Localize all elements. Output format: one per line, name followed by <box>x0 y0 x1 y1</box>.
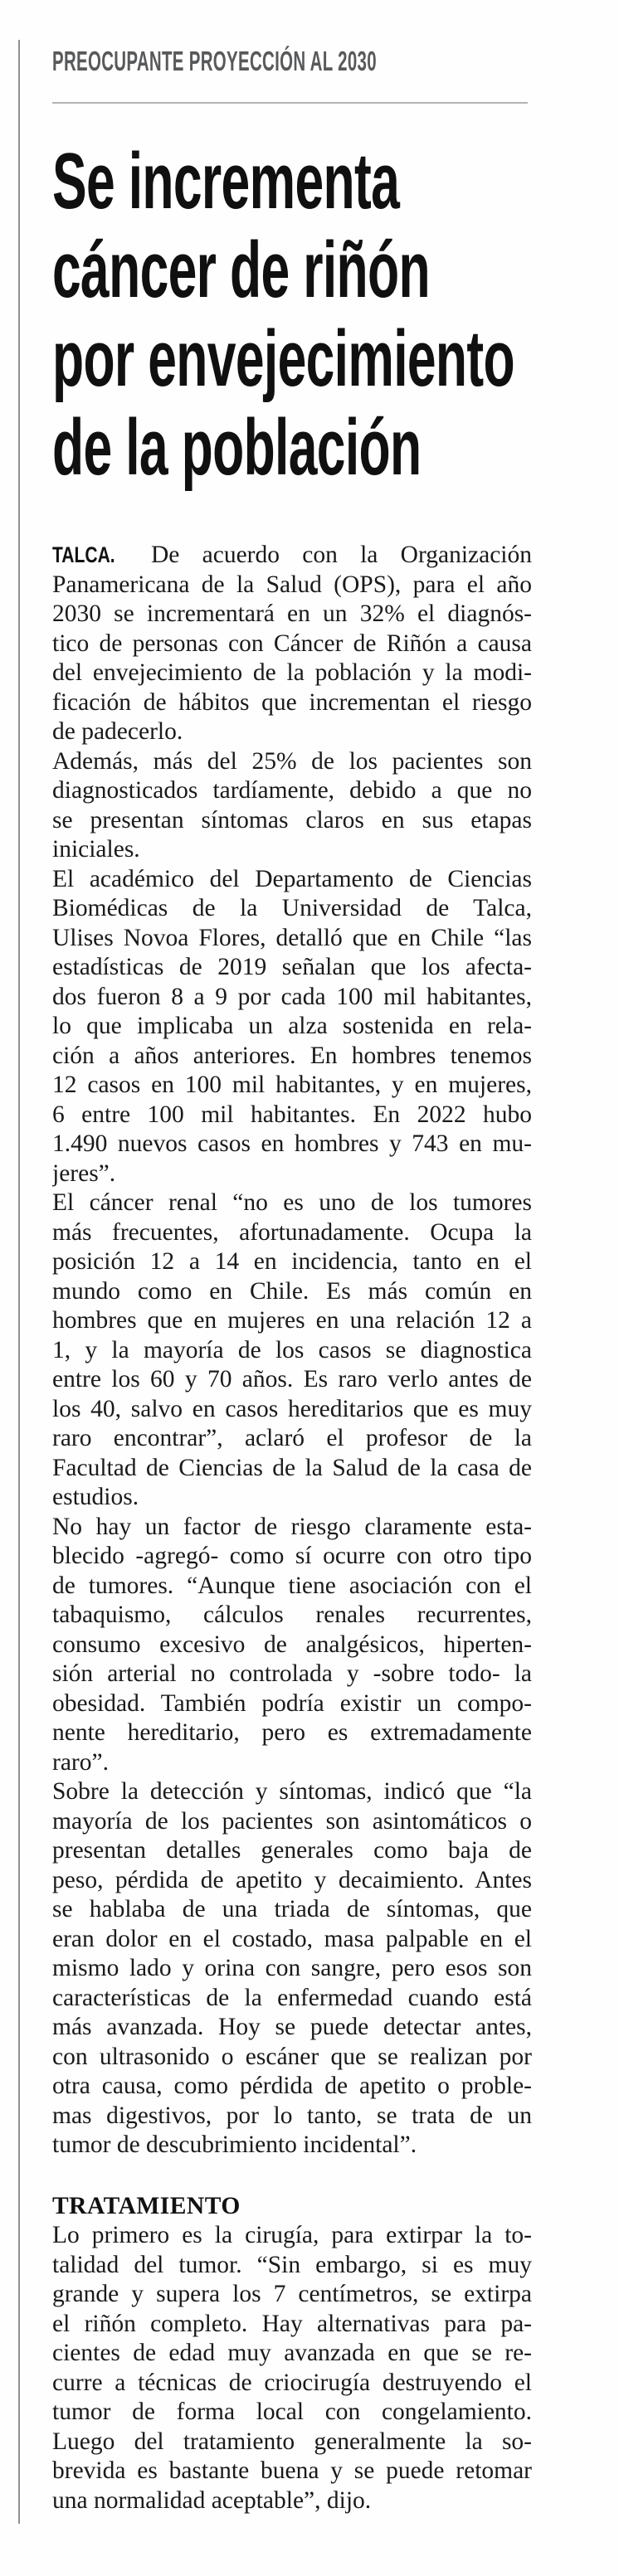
headline-line: de la población <box>52 403 422 492</box>
body-line: blecido -agregó- como sí ocurre con otro tipo <box>52 1543 532 1569</box>
body-line: Luego del tratamiento generalmente la so- <box>52 2428 532 2455</box>
body-line: 1, y la mayoría de los casos se diagnostica <box>52 1336 532 1363</box>
body-line: lo que implicaba un alza sostenida en rela- <box>52 1013 532 1039</box>
body-line: una normalidad aceptable”, dijo. <box>52 2486 372 2514</box>
body-line: Además, más del 25% de los pacientes son <box>52 747 532 775</box>
body-line: tumor de forma local con congelamiento. <box>52 2399 532 2425</box>
body-line-text: De acuerdo con la Organización <box>150 542 532 568</box>
body-line: características de la enfermedad cuando está <box>52 1984 532 2011</box>
body-line: tumor de descubrimiento incidental”. <box>52 2131 417 2158</box>
body-line: eran dolor en el costado, masa palpable en el <box>52 1925 532 1952</box>
body-line: los 40, salvo en casos hereditarios que es muy <box>52 1395 532 1422</box>
body-line: estadísticas de 2019 señalan que los afecta- <box>52 954 532 980</box>
body-line: ción a años anteriores. En hombres tenemos <box>52 1042 532 1069</box>
body-line: tico de personas con Cáncer de Riñón a causa <box>52 629 532 657</box>
body-line: jeres”. <box>52 1159 116 1187</box>
body-line: raro encontrar”, aclaró el profesor de la <box>52 1425 532 1451</box>
paragraph <box>52 865 532 1189</box>
body-line: 6 entre 100 mil habitantes. En 2022 hubo <box>52 1101 532 1128</box>
body-line: se presentan síntomas claros en sus etapas <box>52 806 532 834</box>
body-line: posición 12 a 14 en incidencia, tanto en el <box>52 1248 532 1275</box>
paragraph <box>52 1188 532 1513</box>
headline <box>52 137 532 492</box>
headline-line: cáncer de riñón <box>52 226 430 314</box>
body-line: raro”. <box>52 1748 109 1776</box>
body-line: Panamericana de la Salud (OPS), para el año <box>52 571 532 598</box>
body-line <box>52 541 532 571</box>
body-line: más avanzada. Hoy se puede detectar antes, <box>52 2014 532 2040</box>
kicker: PREOCUPANTE PROYECCIÓN AL 2030 <box>52 46 377 76</box>
body-line: Sobre la detección y síntomas, indicó que “la <box>52 1778 532 1805</box>
body-line: mismo lado y orina con sangre, pero esos son <box>52 1955 532 1981</box>
body-line: El académico del Departamento de Ciencias <box>52 865 532 892</box>
headline-line: Se incrementa <box>52 137 400 226</box>
body-line: otra causa, como pérdida de apetito o proble- <box>52 2073 532 2099</box>
paragraph <box>52 747 532 865</box>
body-line: Facultad de Ciencias de la Salud de la casa de <box>52 1454 532 1481</box>
body-line: El cáncer renal “no es uno de los tumores <box>52 1189 532 1216</box>
kicker-divider-rule <box>52 102 528 104</box>
body-line: de padecerlo. <box>52 718 183 745</box>
body-line: grande y supera los 7 centímetros, se extirpa <box>52 2281 532 2307</box>
body-line: más frecuentes, afortunadamente. Ocupa la <box>52 1218 532 1246</box>
body-line: dos fueron 8 a 9 por cada 100 mil habitantes, <box>52 983 532 1010</box>
body-line: de tumores. “Aunque tiene asociación con el <box>52 1572 532 1599</box>
paragraph <box>52 1513 532 1778</box>
article-column <box>52 0 532 2515</box>
body-line: curre a técnicas de criocirugía destruyendo el <box>52 2369 532 2396</box>
body-line: tabaquismo, cálculos renales recurrentes, <box>52 1601 532 1628</box>
paragraph <box>52 1777 532 2160</box>
article-body <box>52 541 532 2515</box>
body-line: el riñón completo. Hay alternativas para pa- <box>52 2310 532 2337</box>
body-line: obesidad. También podría existir un compo- <box>52 1689 532 1717</box>
body-line: Biomédicas de la Universidad de Talca, <box>52 895 532 921</box>
body-line: nente hereditario, pero es extremadamente <box>52 1719 532 1746</box>
body-line: hombres que en mujeres en una relación 12 a <box>52 1307 532 1334</box>
paragraph <box>52 2221 532 2515</box>
body-line: Lo primero es la cirugía, para extirpar la to- <box>52 2222 532 2248</box>
body-line: presentan detalles generales como baja de <box>52 1837 532 1864</box>
body-line: No hay un factor de riesgo claramente esta- <box>52 1513 532 1540</box>
body-line: talidad del tumor. “Sin embargo, si es muy <box>52 2251 532 2278</box>
body-line: consumo excesivo de analgésicos, hiperten- <box>52 1631 532 1658</box>
body-line: 1.490 nuevos casos en hombres y 743 en mu- <box>52 1130 532 1157</box>
body-line: 2030 se incrementará en un 32% el diagnós- <box>52 600 532 627</box>
body-line: se hablaba de una triada de síntomas, que <box>52 1896 532 1922</box>
body-line: mundo como en Chile. Es más común en <box>52 1277 532 1305</box>
body-line: entre los 60 y 70 años. Es raro verlo antes de <box>52 1366 532 1392</box>
body-line: estudios. <box>52 1484 139 1510</box>
body-line: brevida es bastante buena y se puede retomar <box>52 2457 532 2484</box>
body-line: iniciales. <box>52 836 140 863</box>
section-subhead: TRATAMIENTO <box>52 2192 241 2219</box>
body-line: cientes de edad muy avanzada en que se re- <box>52 2340 532 2366</box>
dateline: TALCA. <box>52 542 115 567</box>
column-left-rule <box>18 40 20 2524</box>
headline-line: por envejecimiento <box>52 314 514 403</box>
body-line: ficación de hábitos que incrementan el riesgo <box>52 688 532 716</box>
body-line: peso, pérdida de apetito y decaimiento. Antes <box>52 1866 532 1893</box>
body-line: 12 casos en 100 mil habitantes, y en mujeres, <box>52 1072 532 1098</box>
body-line: mayoría de los pacientes son asintomáticos o <box>52 1807 532 1835</box>
body-line: del envejecimiento de la población y la modi- <box>52 659 532 686</box>
paragraph <box>52 541 532 747</box>
body-line: Ulises Novoa Flores, detalló que en Chile “las <box>52 924 532 951</box>
body-line: sión arterial no controlada y -sobre todo- la <box>52 1660 532 1687</box>
body-line: con ultrasonido o escáner que se realizan por <box>52 2043 532 2070</box>
body-line: mas digestivos, por lo tanto, se trata de un <box>52 2102 532 2129</box>
body-line: diagnosticados tardíamente, debido a que no <box>52 777 532 804</box>
